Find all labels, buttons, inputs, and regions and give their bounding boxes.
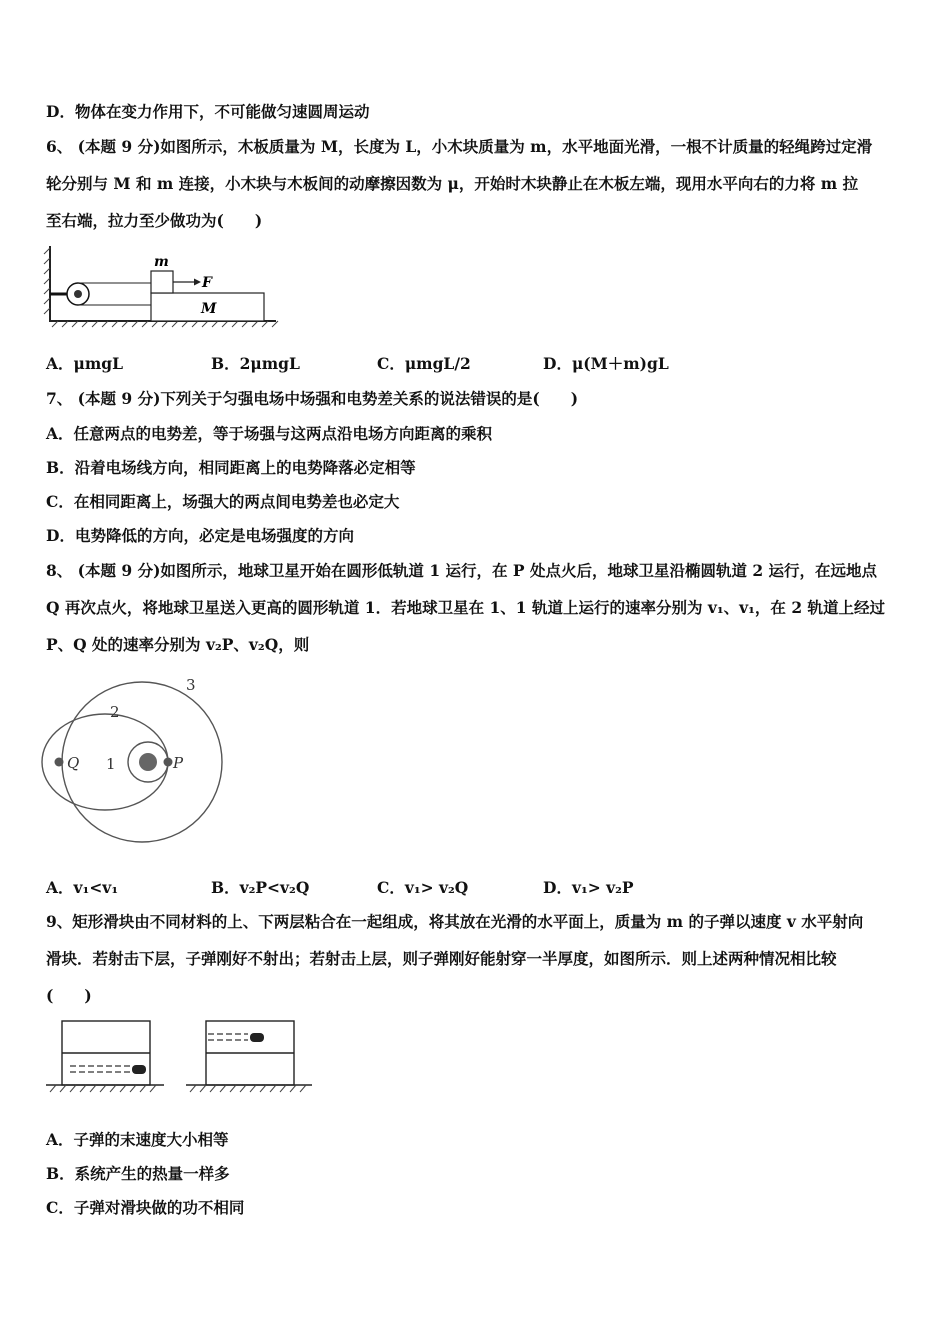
point-Q <box>55 758 64 767</box>
block-m <box>151 271 173 293</box>
label-M: M <box>201 301 217 317</box>
q7-option-a: A．任意两点的电势差，等于场强与这两点沿电场方向距离的乘积 <box>46 424 493 443</box>
label-2: 2 <box>110 703 120 721</box>
q7-option-d: D．电势降低的方向，必定是电场强度的方向 <box>46 526 354 545</box>
q9-stem-line2: 滑块．若射击下层，子弹刚好不射出；若射击上层，则子弹刚好能射穿一半厚度，如图所示．则上述两种情况相比较 <box>46 949 837 968</box>
label-F: F <box>202 275 212 291</box>
q6-stem-line2: 轮分别与 M 和 m 连接，小木块与木板间的动摩擦因数为 μ，开始时木块静止在木板左端，现用水平向右的力将 m 拉 <box>46 174 859 193</box>
label-P: P <box>173 754 184 772</box>
q9-figure <box>46 1018 316 1098</box>
label-Q: Q <box>67 754 80 772</box>
q8-stem-line1: 8、 (本题 9 分)如图所示，地球卫星开始在圆形低轨道 1 运行，在 P 处点火后，地球卫星沿椭圆轨道 2 运行，在远地点 <box>46 561 878 580</box>
bullet-left <box>132 1065 146 1074</box>
q8-orbit-figure <box>44 670 244 850</box>
q6-option-d: D．μ(M＋m)gL <box>543 354 669 373</box>
q7-option-c: C．在相同距离上，场强大的两点间电势差也必定大 <box>46 492 400 511</box>
q6-figure <box>44 244 280 330</box>
ground-hatch <box>50 1085 306 1092</box>
q7-stem: 7、 (本题 9 分)下列关于匀强电场中场强和电势差关系的说法错误的是( ) <box>46 389 579 408</box>
q6-stem-line3: 至右端，拉力至少做功为( ) <box>46 211 263 230</box>
earth <box>139 753 157 771</box>
block-left <box>62 1021 150 1085</box>
pulley-hub <box>74 290 82 298</box>
q8-option-a: A．v₁<v₁ <box>46 878 119 897</box>
q8-option-d: D．v₁> v₂P <box>543 878 634 897</box>
q6-option-a: A．μmgL <box>46 354 124 373</box>
prev-option-d: D．物体在变力作用下，不可能做匀速圆周运动 <box>46 102 370 121</box>
q8-option-c: C．v₁> v₂Q <box>377 878 469 897</box>
label-1: 1 <box>106 755 116 773</box>
bullet-right <box>250 1033 264 1042</box>
q8-stem-line3: P、Q 处的速率分别为 v₂P、v₂Q，则 <box>46 635 310 654</box>
q9-option-a: A．子弹的末速度大小相等 <box>46 1130 229 1149</box>
point-P <box>164 758 173 767</box>
q6-option-b: B．2μmgL <box>211 354 300 373</box>
q9-option-b: B．系统产生的热量一样多 <box>46 1164 230 1183</box>
block-right <box>206 1021 294 1085</box>
q6-option-c: C．μmgL/2 <box>377 354 471 373</box>
force-arrow-head <box>194 279 201 286</box>
q9-stem-line1: 9、矩形滑块由不同材料的上、下两层粘合在一起组成，将其放在光滑的水平面上，质量为 m 的子弹以速度 v 水平射向 <box>46 912 864 931</box>
label-m: m <box>154 254 169 270</box>
q9-option-c: C．子弹对滑块做的功不相同 <box>46 1198 245 1217</box>
q8-stem-line2: Q 再次点火，将地球卫星送入更高的圆形轨道 1．若地球卫星在 1、1 轨道上运行的速率分别为 v₁、v₁，在 2 轨道上经过 <box>46 598 886 617</box>
q8-option-b: B．v₂P<v₂Q <box>211 878 310 897</box>
q7-option-b: B．沿着电场线方向，相同距离上的电势降落必定相等 <box>46 458 416 477</box>
q9-stem-line3: ( ) <box>46 986 92 1005</box>
q6-stem-line1: 6、 (本题 9 分)如图所示，木板质量为 M，长度为 L，小木块质量为 m，水平地面光滑，一根不计质量的轻绳跨过定滑 <box>46 137 873 156</box>
label-3: 3 <box>186 676 196 694</box>
